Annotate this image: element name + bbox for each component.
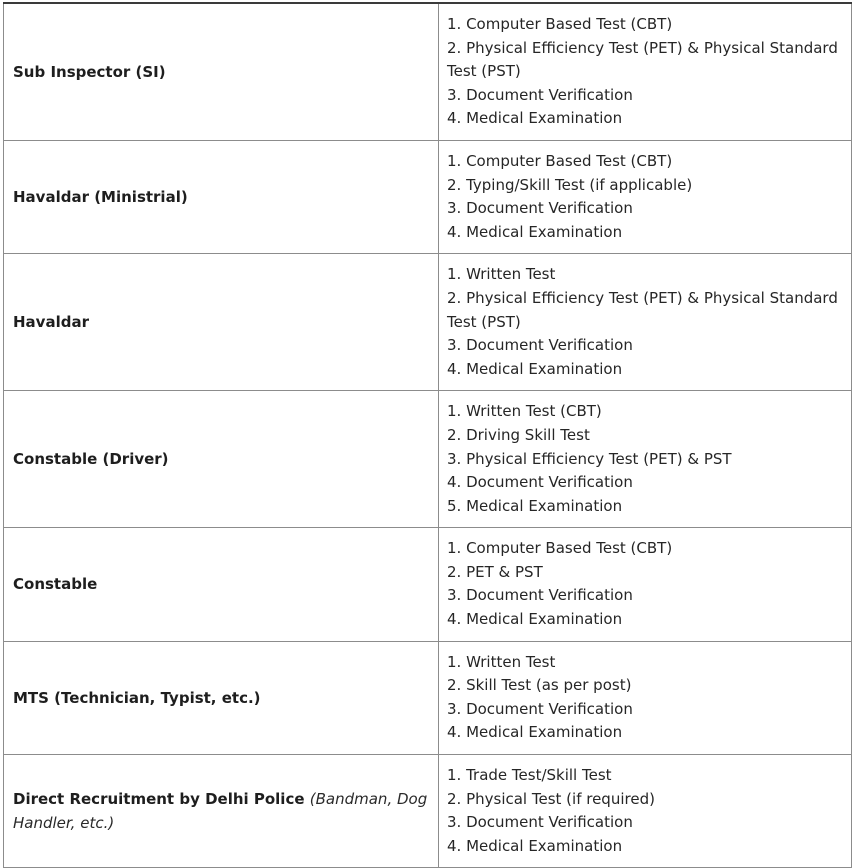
stage-item: 1. Written Test xyxy=(447,652,556,671)
stage-item: 2. Physical Efficiency Test (PET) & Physical Standard Test (PST) xyxy=(447,288,838,331)
table-row xyxy=(4,755,852,868)
stage-item: 1. Written Test xyxy=(447,265,556,284)
table-row xyxy=(4,140,852,253)
stage-item: 4. Medical Examination xyxy=(447,109,623,128)
stage-item: 1. Computer Based Test (CBT) xyxy=(447,539,673,558)
selection-process-table xyxy=(3,2,852,868)
table-row xyxy=(4,254,852,391)
stage-item: 2. Physical Efficiency Test (PET) & Physical Standard Test (PST) xyxy=(447,38,838,81)
table-row xyxy=(4,641,852,754)
selection-stages-cell xyxy=(439,641,852,754)
stage-item: 3. Document Verification xyxy=(447,699,633,718)
stage-item: 4. Medical Examination xyxy=(447,836,623,855)
table-row xyxy=(4,3,852,140)
stage-item: 2. Driving Skill Test xyxy=(447,425,590,444)
table-row xyxy=(4,528,852,641)
post-name-note: (Bandman, Dog Handler, etc.) xyxy=(13,790,428,833)
stage-item: 2. Typing/Skill Test (if applicable) xyxy=(447,175,693,194)
stage-item: 5. Medical Examination xyxy=(447,496,623,515)
post-name-cell: Sub Inspector (SI) xyxy=(4,3,439,140)
post-name-cell: Havaldar xyxy=(4,254,439,391)
post-name: Direct Recruitment by Delhi Police xyxy=(13,790,305,809)
stage-item: 2. Skill Test (as per post) xyxy=(447,676,632,695)
selection-stages-cell xyxy=(439,528,852,641)
selection-stages-cell xyxy=(439,140,852,253)
stage-item: 2. Physical Test (if required) xyxy=(447,789,655,808)
selection-stages-cell xyxy=(439,391,852,528)
stage-item: 1. Computer Based Test (CBT) xyxy=(447,151,673,170)
stage-item: 4. Medical Examination xyxy=(447,222,623,241)
stage-item: 4. Medical Examination xyxy=(447,359,623,378)
post-name-cell: MTS (Technician, Typist, etc.) xyxy=(4,641,439,754)
stage-item: 3. Document Verification xyxy=(447,813,633,832)
post-name-cell: Havaldar (Ministrial) xyxy=(4,140,439,253)
stage-item: 4. Medical Examination xyxy=(447,610,623,629)
stage-item: 4. Medical Examination xyxy=(447,723,623,742)
stage-item: 3. Document Verification xyxy=(447,586,633,605)
stage-item: 2. PET & PST xyxy=(447,562,543,581)
stage-item: 1. Computer Based Test (CBT) xyxy=(447,15,673,33)
selection-stages-cell xyxy=(439,755,852,868)
post-name-cell xyxy=(4,755,439,868)
selection-process-table-wrapper xyxy=(3,2,852,868)
post-name-cell: Constable xyxy=(4,528,439,641)
stage-item: 3. Physical Efficiency Test (PET) & PST xyxy=(447,449,732,468)
stage-item: 3. Document Verification xyxy=(447,85,633,104)
stage-item: 4. Document Verification xyxy=(447,473,633,492)
table-row xyxy=(4,391,852,528)
post-name-cell: Constable (Driver) xyxy=(4,391,439,528)
selection-stages-cell xyxy=(439,3,852,140)
stage-item: 3. Document Verification xyxy=(447,336,633,355)
stage-item: 1. Written Test (CBT) xyxy=(447,402,602,421)
stage-item: 3. Document Verification xyxy=(447,199,633,218)
stage-item: 1. Trade Test/Skill Test xyxy=(447,766,612,785)
selection-stages-cell xyxy=(439,254,852,391)
